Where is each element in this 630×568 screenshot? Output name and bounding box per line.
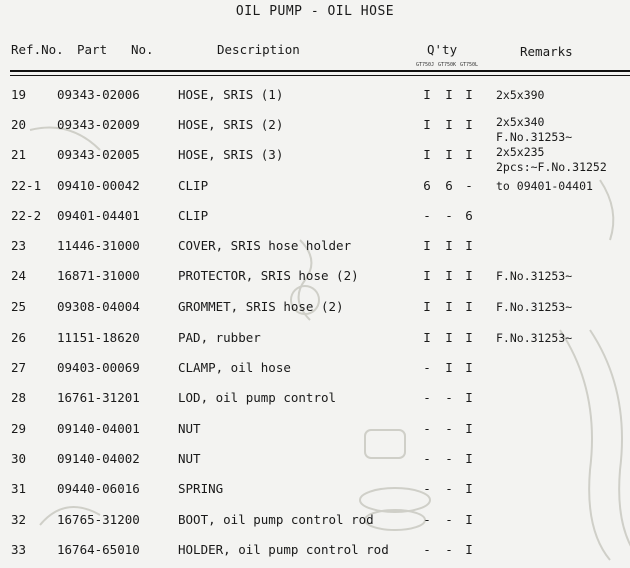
header-no: No. — [131, 42, 154, 57]
table-row — [0, 208, 630, 228]
qty-model-2-cell: I — [445, 87, 453, 102]
part-no-cell: 09410-00042 — [57, 178, 140, 193]
qty-model-1-cell: - — [423, 542, 431, 557]
description-cell: HOSE, SRIS (1) — [178, 87, 284, 102]
ref-no-cell: 30 — [11, 451, 27, 466]
qty-model-3-cell: I — [465, 451, 473, 466]
qty-model-3-cell: I — [465, 512, 473, 527]
part-no-cell: 09401-04401 — [57, 208, 140, 223]
qty-model-3-cell: 6 — [465, 208, 473, 223]
description-cell: LOD, oil pump control — [178, 390, 337, 405]
ref-no-cell: 25 — [11, 299, 27, 314]
qty-model-1-cell: - — [423, 481, 431, 496]
qty-model-3-cell: I — [465, 481, 473, 496]
qty-model-2-cell: - — [445, 451, 453, 466]
header-ref-no: Ref.No. — [11, 42, 64, 57]
description-cell: NUT — [178, 451, 201, 466]
remarks-cell: F.No.31253~ — [496, 269, 573, 283]
description-cell: CLIP — [178, 178, 209, 193]
description-cell: HOLDER, oil pump control rod — [178, 542, 389, 557]
qty-model-2-cell: I — [445, 360, 453, 375]
qty-model-2-cell: - — [445, 208, 453, 223]
ref-no-cell: 27 — [11, 360, 27, 375]
page-title: OIL PUMP - OIL HOSE — [235, 4, 395, 19]
table-row — [0, 360, 630, 380]
header-qty-model-1: GT750J — [416, 62, 435, 68]
description-cell: COVER, SRIS hose holder — [178, 238, 352, 253]
remarks-cell: 2x5x235 — [496, 145, 545, 159]
qty-model-1-cell: I — [423, 238, 431, 253]
ref-no-cell: 20 — [11, 117, 27, 132]
remarks-cell: to 09401-04401 — [496, 179, 593, 193]
qty-model-2-cell: - — [445, 390, 453, 405]
qty-model-2-cell: I — [445, 268, 453, 283]
ref-no-cell: 23 — [11, 238, 27, 253]
qty-model-1-cell: I — [423, 117, 431, 132]
part-no-cell: 16871-31000 — [57, 268, 140, 283]
header-divider-thin — [10, 75, 630, 76]
qty-model-1-cell: I — [423, 268, 431, 283]
header-part: Part — [77, 42, 108, 57]
description-cell: BOOT, oil pump control rod — [178, 512, 374, 527]
qty-model-2-cell: I — [445, 147, 453, 162]
qty-model-3-cell: I — [465, 421, 473, 436]
table-row — [0, 115, 630, 144]
description-cell: CLAMP, oil hose — [178, 360, 291, 375]
ref-no-cell: 29 — [11, 421, 27, 436]
qty-model-1-cell: - — [423, 421, 431, 436]
part-no-cell: 09140-04002 — [57, 451, 140, 466]
description-cell: PROTECTOR, SRIS hose (2) — [178, 268, 359, 283]
qty-model-3-cell: - — [465, 178, 473, 193]
ref-no-cell: 22-1 — [11, 178, 42, 193]
qty-model-3-cell: I — [465, 268, 473, 283]
part-no-cell: 09343-02005 — [57, 147, 140, 162]
table-row — [0, 542, 630, 562]
qty-model-2-cell: I — [445, 330, 453, 345]
qty-model-1-cell: - — [423, 360, 431, 375]
part-no-cell: 16761-31201 — [57, 390, 140, 405]
table-row — [0, 178, 630, 198]
qty-model-2-cell: I — [445, 299, 453, 314]
table-row — [0, 268, 630, 288]
part-no-cell: 09403-00069 — [57, 360, 140, 375]
table-row — [0, 390, 630, 410]
remarks-cell: F.No.31253~ — [496, 331, 573, 345]
header-remarks: Remarks — [520, 44, 573, 59]
qty-model-3-cell: I — [465, 238, 473, 253]
remarks-cell: F.No.31253~ — [496, 130, 573, 144]
ref-no-cell: 32 — [11, 512, 27, 527]
qty-model-1-cell: - — [423, 451, 431, 466]
qty-model-3-cell: I — [465, 117, 473, 132]
part-no-cell: 09343-02006 — [57, 87, 140, 102]
part-no-cell: 09140-04001 — [57, 421, 140, 436]
part-no-cell: 09308-04004 — [57, 299, 140, 314]
remarks-cell: 2pcs:~F.No.31252 — [496, 160, 607, 174]
qty-model-3-cell: I — [465, 147, 473, 162]
description-cell: SPRING — [178, 481, 224, 496]
qty-model-2-cell: 6 — [445, 178, 453, 193]
ref-no-cell: 19 — [11, 87, 27, 102]
description-cell: HOSE, SRIS (2) — [178, 117, 284, 132]
qty-model-1-cell: 6 — [423, 178, 431, 193]
qty-model-2-cell: - — [445, 512, 453, 527]
part-no-cell: 11446-31000 — [57, 238, 140, 253]
table-row — [0, 451, 630, 471]
header-divider — [10, 70, 630, 72]
qty-model-3-cell: I — [465, 87, 473, 102]
table-row — [0, 481, 630, 501]
header-qty-model-3: GT750L — [460, 62, 479, 68]
table-row — [0, 299, 630, 319]
qty-model-2-cell: - — [445, 421, 453, 436]
description-cell: NUT — [178, 421, 201, 436]
description-cell: GROMMET, SRIS hose (2) — [178, 299, 344, 314]
part-no-cell: 16765-31200 — [57, 512, 140, 527]
qty-model-3-cell: I — [465, 390, 473, 405]
part-no-cell: 16764-65010 — [57, 542, 140, 557]
header-qty-model-2: GT750K — [438, 62, 457, 68]
qty-model-1-cell: - — [423, 390, 431, 405]
qty-model-2-cell: I — [445, 238, 453, 253]
remarks-cell: 2x5x340 — [496, 115, 545, 129]
table-row — [0, 421, 630, 441]
qty-model-2-cell: - — [445, 542, 453, 557]
qty-model-1-cell: - — [423, 208, 431, 223]
remarks-cell: F.No.31253~ — [496, 300, 573, 314]
description-cell: CLIP — [178, 208, 209, 223]
description-cell: PAD, rubber — [178, 330, 261, 345]
qty-model-1-cell: I — [423, 87, 431, 102]
ref-no-cell: 24 — [11, 268, 27, 283]
qty-model-1-cell: - — [423, 512, 431, 527]
qty-model-1-cell: I — [423, 147, 431, 162]
ref-no-cell: 21 — [11, 147, 27, 162]
description-cell: HOSE, SRIS (3) — [178, 147, 284, 162]
part-no-cell: 09440-06016 — [57, 481, 140, 496]
qty-model-1-cell: I — [423, 330, 431, 345]
qty-model-3-cell: I — [465, 330, 473, 345]
qty-model-3-cell: I — [465, 299, 473, 314]
ref-no-cell: 22-2 — [11, 208, 42, 223]
table-row — [0, 87, 630, 107]
ref-no-cell: 33 — [11, 542, 27, 557]
qty-model-3-cell: I — [465, 360, 473, 375]
qty-model-3-cell: I — [465, 542, 473, 557]
table-row — [0, 512, 630, 532]
ref-no-cell: 31 — [11, 481, 27, 496]
header-description: Description — [217, 42, 300, 57]
remarks-cell: 2x5x390 — [496, 88, 545, 102]
header-qty: Q'ty — [427, 42, 458, 57]
qty-model-1-cell: I — [423, 299, 431, 314]
qty-model-2-cell: I — [445, 117, 453, 132]
ref-no-cell: 28 — [11, 390, 27, 405]
part-no-cell: 09343-02009 — [57, 117, 140, 132]
part-no-cell: 11151-18620 — [57, 330, 140, 345]
table-row — [0, 238, 630, 258]
ref-no-cell: 26 — [11, 330, 27, 345]
qty-model-2-cell: - — [445, 481, 453, 496]
table-row — [0, 330, 630, 350]
table-row — [0, 145, 630, 174]
